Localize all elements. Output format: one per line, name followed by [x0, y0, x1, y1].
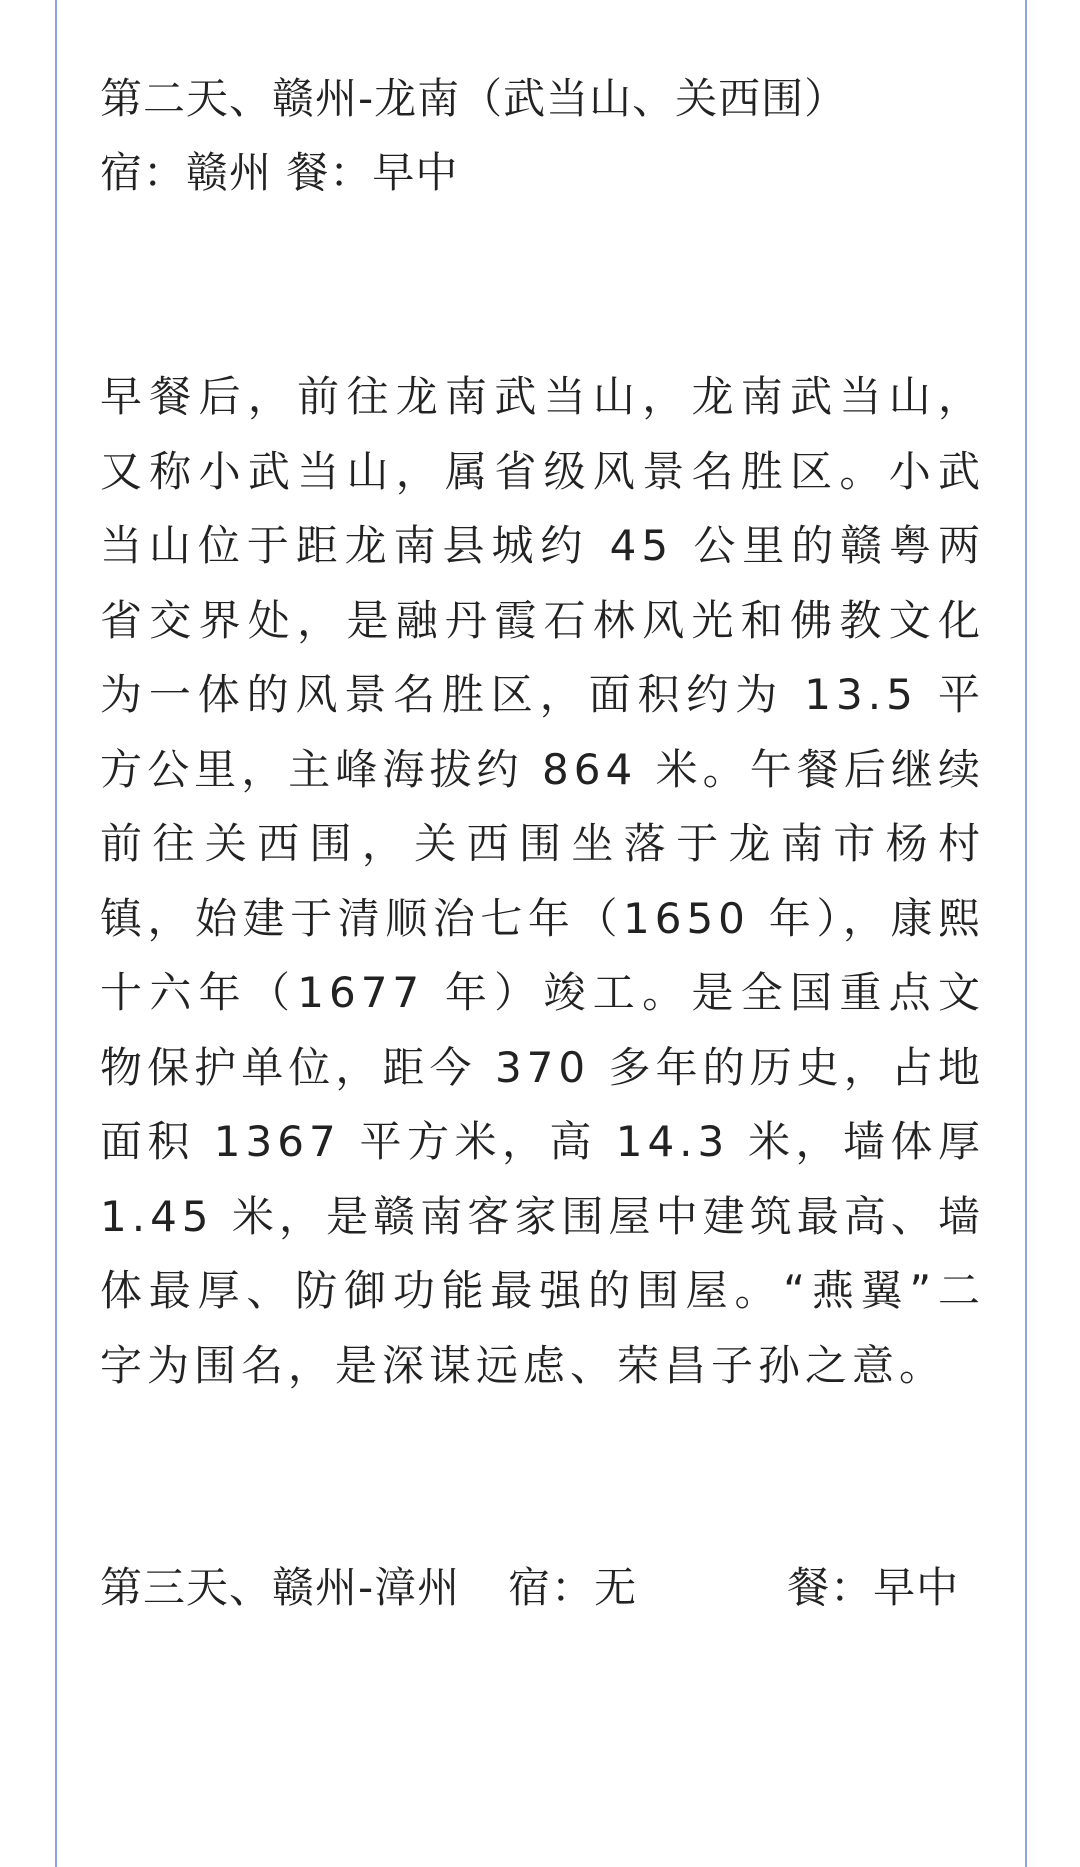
day2-heading — [100, 62, 985, 210]
day2-meals: 餐：早中 — [286, 148, 459, 197]
day2-lodging: 宿：赣州 — [100, 148, 273, 197]
day3-heading — [100, 1551, 985, 1625]
left-border-line — [55, 0, 57, 1867]
day3-meals: 餐：早中 — [787, 1563, 960, 1612]
spacer — [100, 210, 985, 360]
right-border-line — [1025, 0, 1027, 1867]
spacer — [100, 1403, 985, 1551]
day2-title: 第二天、赣州-龙南（武当山、关西围） — [100, 74, 848, 123]
day3-title: 第三天、赣州-漳州 — [100, 1563, 461, 1612]
day3-lodging: 宿：无 — [508, 1563, 638, 1612]
day2-description: 早餐后，前往龙南武当山，龙南武当山，又称小武当山，属省级风景名胜区。小武当山位于距龙南县城约 45 公里的赣粤两省交界处，是融丹霞石林风光和佛教文化为一体的风景名胜区，面积约为 13.5 平方公里，主峰海拔约 864 米。午餐后继续前往关西围，关西围坐落于龙南市杨村镇，始建于清顺治七年（1650 年），康熙十六年（1677 年）竣工。是全国重点文物保护单位，距今 370 多年的历史，占地面积 1367 平方米，高 14.3 米，墙体厚 1.45 米，是赣南客家围屋中建筑最高、墙体最厚、防御功能最强的围屋。“燕翼”二字为围名，是深谋远虑、荣昌子孙之意。 — [100, 372, 985, 1390]
itinerary-content — [100, 62, 985, 1625]
